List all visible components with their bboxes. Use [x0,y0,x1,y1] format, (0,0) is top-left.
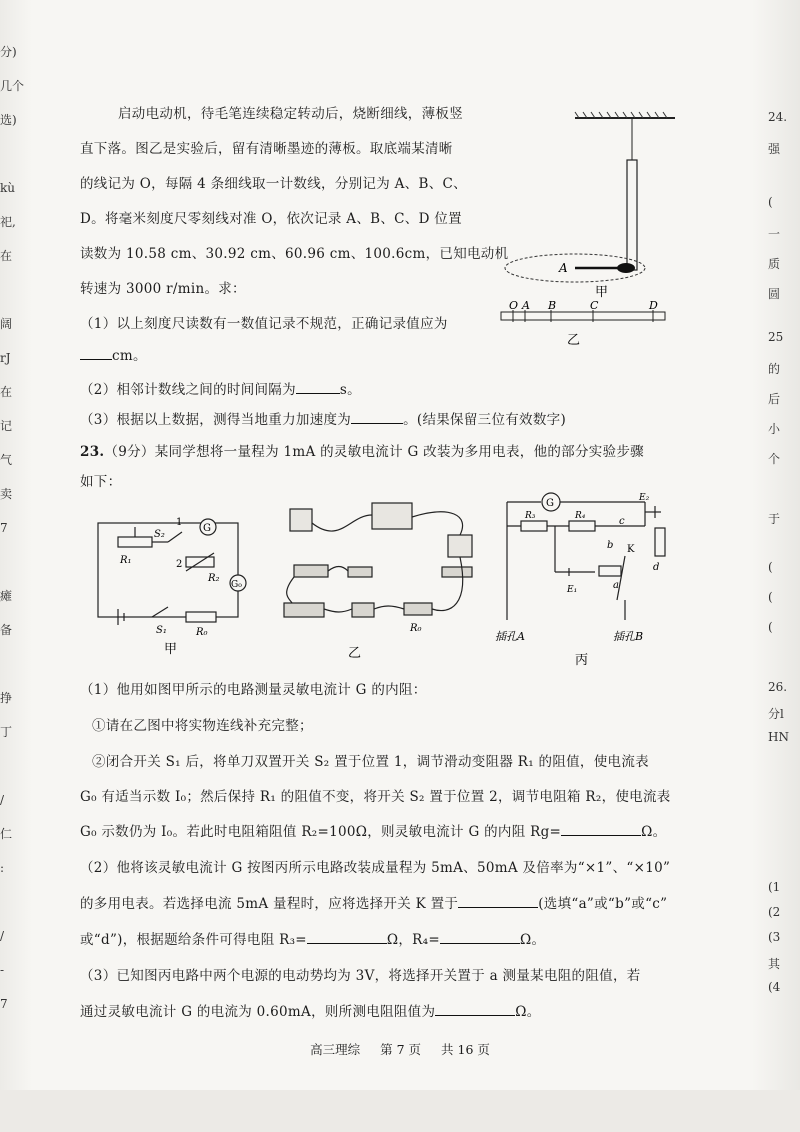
left-edge-fragment [0,132,24,166]
right-edge-fragment: 后 [768,392,781,406]
left-edge-fragment: 瘫 [0,589,13,603]
right-edge-fragment: 的 [768,362,781,376]
q23-score: （9分） [104,444,155,460]
right-edge-fragment: 26. [768,680,788,694]
q23-part-2b-text: 的多用电表。若选择电流 5mA 量程时，应将选择开关 K 置于 [80,896,459,912]
q23-rg-unit: Ω。 [641,824,667,840]
q22-line-4: D。将毫米刻度尺零刻线对准 O，依次记录 A、B、C、D 位置 [80,211,462,227]
q23-line-2: 如下： [80,474,122,490]
q23-part-3b [80,1000,541,1020]
left-edge-fragment: 丁 [0,725,13,739]
bing-b: b [607,540,614,551]
right-edge-fragment: (4 [768,980,781,994]
jia-g: G [203,523,211,534]
q23-number: 23. [80,444,105,460]
right-edge-fragment: ( [768,560,773,574]
right-edge-fragment: ( [768,590,773,604]
left-edge-fragment: 7 [0,521,8,535]
circuit-bing-svg [495,480,695,670]
scan-bottom-margin [0,1090,800,1132]
q23-r4-blank[interactable] [440,931,520,944]
left-edge-fragment: 气 [0,453,13,467]
q23-rg-blank[interactable] [561,823,641,836]
circuit-bing [495,480,695,674]
left-edge-fragment: 备 [0,623,13,637]
bing-a: a [613,580,619,591]
bing-e1: E₁ [567,585,578,595]
ruler-mark-o: O [509,299,519,312]
figure-yi-caption: 乙 [348,646,362,661]
q23-r3-blank[interactable] [307,931,387,944]
circuit-yi [280,495,490,669]
q23-rg-text: G₀ 示数仍为 I₀。若此时电阻箱阻值 R₂=100Ω，则灵敏电流计 G 的内阻 Rg= [80,824,562,840]
q23-resistance-blank[interactable] [435,1003,515,1016]
q22-part-3 [80,408,566,428]
q23-part-3b-text: 通过灵敏电流计 G 的电流为 0.60mA，则所测电阻阻值为 [80,1004,436,1020]
brush-tip [617,263,635,273]
left-edge-fragment [0,880,24,914]
left-edge-fragment: kù [0,181,15,195]
q23-r3-text: 或“d”)，根据题给条件可得电阻 R₃= [80,932,307,948]
jia-s2: S₂ [154,529,165,540]
q23-part-2a: （2）他将该灵敏电流计 G 按图丙所示电路改装成量程为 5mA、50mA 及倍率为“×1”、“×10” [80,860,671,876]
q23-part-2b [80,892,667,912]
q22-part-2-text: （2）相邻计数线之间的时间间隔为 [80,382,296,398]
q22-part-1-text: （1）以上刻度尺读数有一数值记录不规范，正确记录值应为 [80,316,448,332]
footer-page: 第 7 页 [380,1042,422,1057]
right-edge-fragment: 分l [768,707,784,721]
q23-part-2b-tail: (选填“a”或“b”或“c” [538,896,668,912]
left-edge-fragment: : [0,861,5,875]
circuit-jia [90,505,270,659]
jia-r1: R₁ [120,555,132,566]
q22-part-1 [80,312,448,332]
right-edge-fragment: 一 [768,227,781,241]
bing-e2: E₂ [639,493,650,503]
right-edge-fragment: HN [768,730,789,744]
jia-one: 1 [176,517,183,528]
q23-switch-blank[interactable] [458,895,538,908]
right-edge-fragment: 质 [768,257,781,271]
jack-b-label: 插孔B [613,630,644,643]
right-edge-fragment: 圆 [768,287,781,301]
figure-yi-label: 乙 [567,333,581,348]
q23-intro-text: 某同学想将一量程为 1mA 的灵敏电流计 G 改装为多用电表，他的部分实验步骤 [154,444,644,460]
ruler-mark-a: A [522,299,530,312]
point-a-label: A [559,261,568,275]
left-edge-fragment: 阔 [0,317,13,331]
jia-r0: R₀ [196,627,208,638]
q23-resistance-unit: Ω。 [515,1004,541,1020]
left-edge-fragment: - [0,963,5,977]
figure-bing-caption: 丙 [575,653,589,668]
q22-figure [495,110,675,354]
q23-part-1-title: （1）他用如图甲所示的电路测量灵敏电流计 G 的内阻： [80,682,427,698]
circuit-jia-svg [90,505,270,655]
right-edge-fragment: 其 [768,957,781,971]
left-edge-fragment: 在 [0,249,13,263]
jia-g0: G₀ [231,580,242,590]
ruler-board [501,312,665,320]
right-edge-fragment: ( [768,195,773,209]
figure-jia-label: 甲 [595,285,609,300]
q22-unit-s: s。 [339,382,361,398]
q22-answer-blank-1[interactable] [80,347,112,360]
q22-part-3-text: （3）根据以上数据，测得当地重力加速度为 [80,412,352,428]
jia-s1: S₁ [156,625,167,636]
right-edge-fragment: (3 [768,930,781,944]
q23-part-1-step-2c [80,820,666,840]
jia-two: 2 [176,559,183,570]
left-edge-fragment [0,642,24,676]
q23-r4-unit: Ω。 [519,932,546,948]
figure-jia-caption: 甲 [164,642,178,657]
left-edge-fragment: rJ [0,351,11,365]
ruler-mark-d: D [649,299,658,312]
jia-r2: R₂ [208,573,220,584]
bing-d: d [653,562,660,573]
right-edge-fragment: (2 [768,905,781,919]
q23-part-1-step-2a: ②闭合开关 S₁ 后，将单刀双置开关 S₂ 置于位置 1，调节滑动变阻器 R₁ 的阻值，使电流表 [92,754,649,770]
bing-k: K [627,544,635,555]
left-edge-fragment: 在 [0,385,13,399]
thin-plate [627,160,637,270]
bing-r3: R₃ [525,511,536,521]
q23-line-1 [80,440,644,460]
right-edge-fragment: 于 [768,512,781,526]
q22-line-3: 的线记为 O，每隔 4 条细线取一计数线，分别记为 A、B、C、 [80,176,467,192]
q23-part-3a: （3）已知图丙电路中两个电源的电动势均为 3V，将选择开关置于 a 测量某电阻的阻值，若 [80,968,641,984]
left-edge-fragment: 记 [0,419,13,433]
left-edge-fragment: 7 [0,997,8,1011]
right-edge-fragment: 小 [768,422,781,436]
page-footer [0,1040,800,1058]
q22-line-6: 转速为 3000 r/min。求： [80,281,246,297]
q23-part-1-step-2b: G₀ 有适当示数 I₀；然后保持 R₁ 的阻值不变，将开关 S₂ 置于位置 2，调节电阻箱 R₂，使电流表 [80,789,671,805]
bing-g: G [546,498,554,509]
left-edge-fragment [0,268,24,302]
left-edge-fragment: 分) [0,45,17,59]
q22-figure-svg [495,110,675,350]
q22-line-1: 启动电动机，待毛笔连续稳定转动后，烧断细线，薄板竖 [118,106,463,122]
q22-unit-cm: cm。 [112,348,147,364]
footer-total: 共 16 页 [441,1042,490,1057]
left-edge-fragment: 几个 [0,79,25,93]
footer-subject: 高三理综 [310,1042,361,1057]
ruler-mark-c: C [590,299,599,312]
q22-part-1-answer [80,344,147,364]
right-edge-fragment: (1 [768,880,781,894]
left-edge-fragment: / [0,793,5,807]
left-edge-fragment: 祀, [0,215,16,229]
left-edge-fragment: 卖 [0,487,13,501]
left-edge-text [0,30,24,1016]
left-edge-fragment: / [0,929,5,943]
q22-part-3-note: 。(结果保留三位有效数字) [403,412,567,428]
right-edge-fragment: ( [768,620,773,634]
q22-answer-blank-3[interactable] [351,411,403,424]
circuit-yi-svg [280,495,490,665]
q23-r4-text: Ω，R₄= [386,932,440,948]
bing-r4: R₄ [575,511,586,521]
ruler-mark-b: B [548,299,557,312]
left-edge-fragment: 挣 [0,691,13,705]
q22-line-5: 读数为 10.58 cm、30.92 cm、60.96 cm、100.6cm，已知电动机 [80,246,509,262]
q23-part-1-step-1: ①请在乙图中将实物连线补充完整； [92,718,313,734]
left-edge-fragment [0,540,24,574]
left-edge-fragment [0,744,24,778]
right-edge-fragment: 强 [768,142,781,156]
right-edge-fragment: 24. [768,110,788,124]
right-edge-fragment: 25 [768,330,784,344]
right-edge-fragment: 个 [768,452,781,466]
q23-part-2c [80,928,545,948]
q22-part-2 [80,378,361,398]
q22-line-2: 直下落。图乙是实验后，留有清晰墨迹的薄板。取底端某清晰 [80,141,453,157]
bing-c: c [619,516,625,527]
q22-answer-blank-2[interactable] [296,381,340,394]
left-edge-fragment: 仁 [0,827,13,841]
jack-a-label: 插孔A [495,630,525,643]
left-edge-fragment: 选) [0,113,17,127]
yi-r0: R₀ [410,623,422,634]
